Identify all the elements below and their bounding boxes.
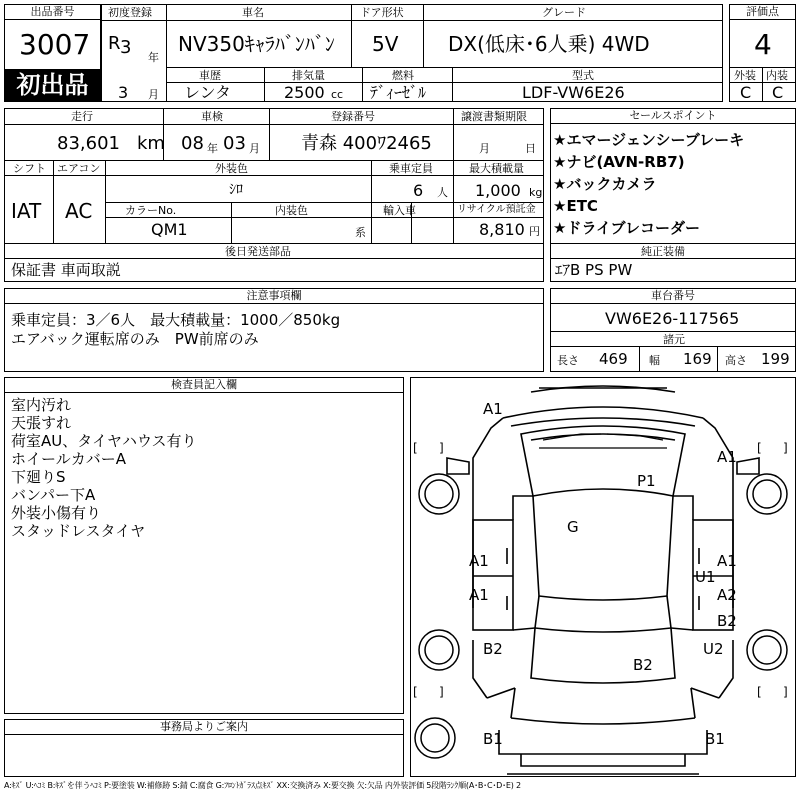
load-unit: kg	[529, 186, 543, 199]
transfer-label: 譲渡書類期限	[461, 110, 527, 123]
later-label: 後日発送部品	[225, 245, 291, 258]
fuel-value: ﾃﾞｨｰｾﾞﾙ	[370, 83, 427, 102]
capacity-label: 乗車定員	[389, 162, 433, 175]
displacement-value: 2500	[284, 83, 325, 102]
first-reg-label: 初度登録	[108, 6, 152, 19]
recycle-label: リサイクル預託金	[457, 204, 536, 215]
door-value: 5V	[372, 32, 399, 56]
lot-label: 出品番号	[5, 5, 100, 20]
year-num: 3	[120, 37, 132, 58]
legend-text: A:ｷｽﾞ U:ﾍｺﾐ B:ｷｽﾞを伴うﾍｺﾐ P:要塗装 W:補修跡 S:錆 C:腐食 G:ﾌﾛﾝﾄｶﾞﾗｽ点ｷｽﾞ XX:交換済み X:要交換 欠:欠品 内外装評価 5段階ﾗﾝｸ順(A･B･C･D･E) 2	[4, 781, 521, 790]
svg-text:]: ]	[439, 685, 444, 699]
damage-mark: B2	[483, 640, 503, 658]
damage-mark: A1	[469, 552, 489, 570]
length-value: 469	[599, 350, 628, 368]
office-label: 事務局よりご案内	[5, 720, 403, 735]
inspector-line: 室内汚れ	[11, 396, 72, 414]
dims-label: 諸元	[663, 333, 685, 346]
inspector-label: 検査員記入欄	[5, 378, 403, 393]
insp-month: 03	[223, 133, 246, 154]
month-unit: 月	[148, 88, 159, 101]
transfer-month: 月	[479, 142, 490, 155]
insp-year: 08	[181, 133, 204, 154]
inspection-label: 車検	[201, 110, 223, 123]
model-name: NV350ｷｬﾗﾊﾞﾝﾊﾞﾝ	[178, 32, 335, 56]
mid-grid	[4, 108, 544, 282]
history-label: 車歴	[199, 69, 221, 82]
insp-month-unit: 月	[249, 142, 260, 155]
first-listing-badge: 初出品	[5, 69, 100, 101]
inspector-box	[4, 377, 404, 714]
color-label: 外装色	[215, 162, 248, 175]
svg-text:]: ]	[783, 441, 788, 455]
load-value: 1,000	[475, 181, 521, 200]
model-label: 車名	[242, 6, 264, 19]
height-value: 199	[761, 350, 790, 368]
grade-value: DX(低床･6人乗) 4WD	[448, 32, 650, 56]
capacity-unit: 人	[437, 186, 448, 199]
notes-line-2: エアバック運転席のみ PW前席のみ	[11, 330, 259, 348]
svg-text:]: ]	[783, 685, 788, 699]
score-label: 評価点	[730, 5, 795, 20]
length-label: 長さ	[557, 354, 579, 367]
transfer-day: 日	[525, 142, 536, 155]
sales-item: ★ETC	[553, 197, 598, 215]
int-value: C	[772, 83, 784, 102]
inspector-line: 天張すれ	[11, 414, 72, 432]
displacement-label: 排気量	[292, 69, 325, 82]
import-label: 輸入車	[383, 204, 416, 217]
damage-mark: U2	[703, 640, 724, 658]
height-label: 高さ	[725, 354, 747, 367]
int-label: 内装	[766, 69, 788, 82]
van-outline	[411, 378, 795, 776]
era: R	[108, 33, 121, 54]
year-unit: 年	[148, 51, 159, 64]
score-box	[729, 4, 796, 102]
notes-label: 注意事項欄	[5, 289, 543, 304]
width-value: 169	[683, 350, 712, 368]
svg-text:[: [	[757, 441, 762, 455]
damage-mark: G	[567, 518, 579, 536]
lot-box	[4, 4, 101, 102]
sales-list	[553, 129, 744, 239]
top-grid	[101, 4, 723, 102]
damage-mark: B1	[483, 730, 503, 748]
ext-value: C	[740, 83, 752, 102]
type-value: LDF-VW6E26	[522, 83, 625, 102]
history-value: レンタ	[184, 83, 231, 102]
damage-mark: B2	[633, 656, 653, 674]
mileage-label: 走行	[71, 110, 93, 123]
svg-text:]: ]	[439, 441, 444, 455]
chassis-value: VW6E26-117565	[605, 309, 740, 328]
sales-item: ★エマージェンシーブレーキ	[553, 131, 745, 149]
sales-item: ★ドライブレコーダー	[553, 219, 700, 237]
shift-value: IAT	[11, 199, 42, 223]
damage-mark: A2	[717, 586, 737, 604]
damage-mark: A1	[483, 400, 503, 418]
inspector-line: 荷室AU、タイヤハウス有り	[11, 432, 197, 450]
notes-box	[4, 288, 544, 372]
shift-label: シフト	[13, 162, 46, 175]
ac-value: AC	[65, 199, 93, 223]
mileage-value: 83,601	[57, 133, 120, 154]
grade-label: グレード	[542, 6, 586, 19]
notes-line-1: 乗車定員：3／6人 最大積載量：1000／850kg	[11, 311, 341, 329]
svg-text:[: [	[413, 441, 418, 455]
chassis-label: 車台番号	[551, 289, 795, 304]
sales-item: ★ナビ(AVN-RB7)	[553, 153, 685, 171]
office-box	[4, 719, 404, 777]
fuel-label: 燃料	[392, 69, 414, 82]
inspector-line: 下廻りS	[11, 468, 66, 486]
damage-mark: B1	[705, 730, 725, 748]
insp-year-unit: 年	[207, 142, 218, 155]
damage-mark: P1	[637, 472, 656, 490]
door-label: ドア形状	[360, 6, 404, 19]
svg-text:[: [	[413, 685, 418, 699]
month-num: 3	[118, 83, 129, 102]
damage-mark: B2	[717, 612, 737, 630]
damage-mark: A1	[717, 448, 737, 466]
colorno-label: カラーNo.	[125, 204, 177, 217]
colorno-value: QM1	[151, 220, 188, 239]
displacement-unit: cc	[331, 88, 344, 101]
intcolor-unit: 系	[355, 226, 366, 239]
color-value: ｼﾛ	[229, 182, 243, 198]
plate-value: 青森 400ﾜ2465	[301, 133, 432, 154]
inspector-line: 外装小傷有り	[11, 504, 102, 522]
type-label: 型式	[572, 69, 594, 82]
plate-label: 登録番号	[331, 110, 375, 123]
intcolor-label: 内装色	[275, 204, 308, 217]
svg-text:[: [	[757, 685, 762, 699]
ext-label: 外装	[734, 69, 756, 82]
ac-label: エアコン	[57, 162, 101, 175]
recycle-unit: 円	[529, 225, 540, 238]
lot-number: 3007	[19, 28, 91, 61]
inspector-line: バンパー下A	[11, 486, 96, 504]
inspector-line: スタッドレスタイヤ	[11, 522, 146, 540]
equip-label: 純正装備	[641, 245, 685, 258]
sales-box	[550, 108, 796, 282]
capacity-value: 6	[413, 181, 424, 200]
car-diagram	[410, 377, 796, 777]
mileage-unit: km	[137, 133, 165, 154]
later-value: 保証書 車両取説	[11, 261, 121, 279]
sales-item: ★バックカメラ	[553, 175, 657, 193]
sales-label: セールスポイント	[551, 109, 795, 124]
damage-mark: U1	[695, 568, 716, 586]
load-label: 最大積載量	[469, 162, 524, 175]
width-label: 幅	[649, 354, 660, 367]
score-value: 4	[754, 28, 772, 61]
inspector-line: ホイールカバーA	[11, 450, 126, 468]
damage-mark: A1	[717, 552, 737, 570]
equip-value: ｴｱB PS PW	[555, 261, 633, 279]
inspector-lines	[11, 396, 197, 540]
chassis-box	[550, 288, 796, 372]
recycle-value: 8,810	[479, 220, 525, 239]
damage-mark: A1	[469, 586, 489, 604]
